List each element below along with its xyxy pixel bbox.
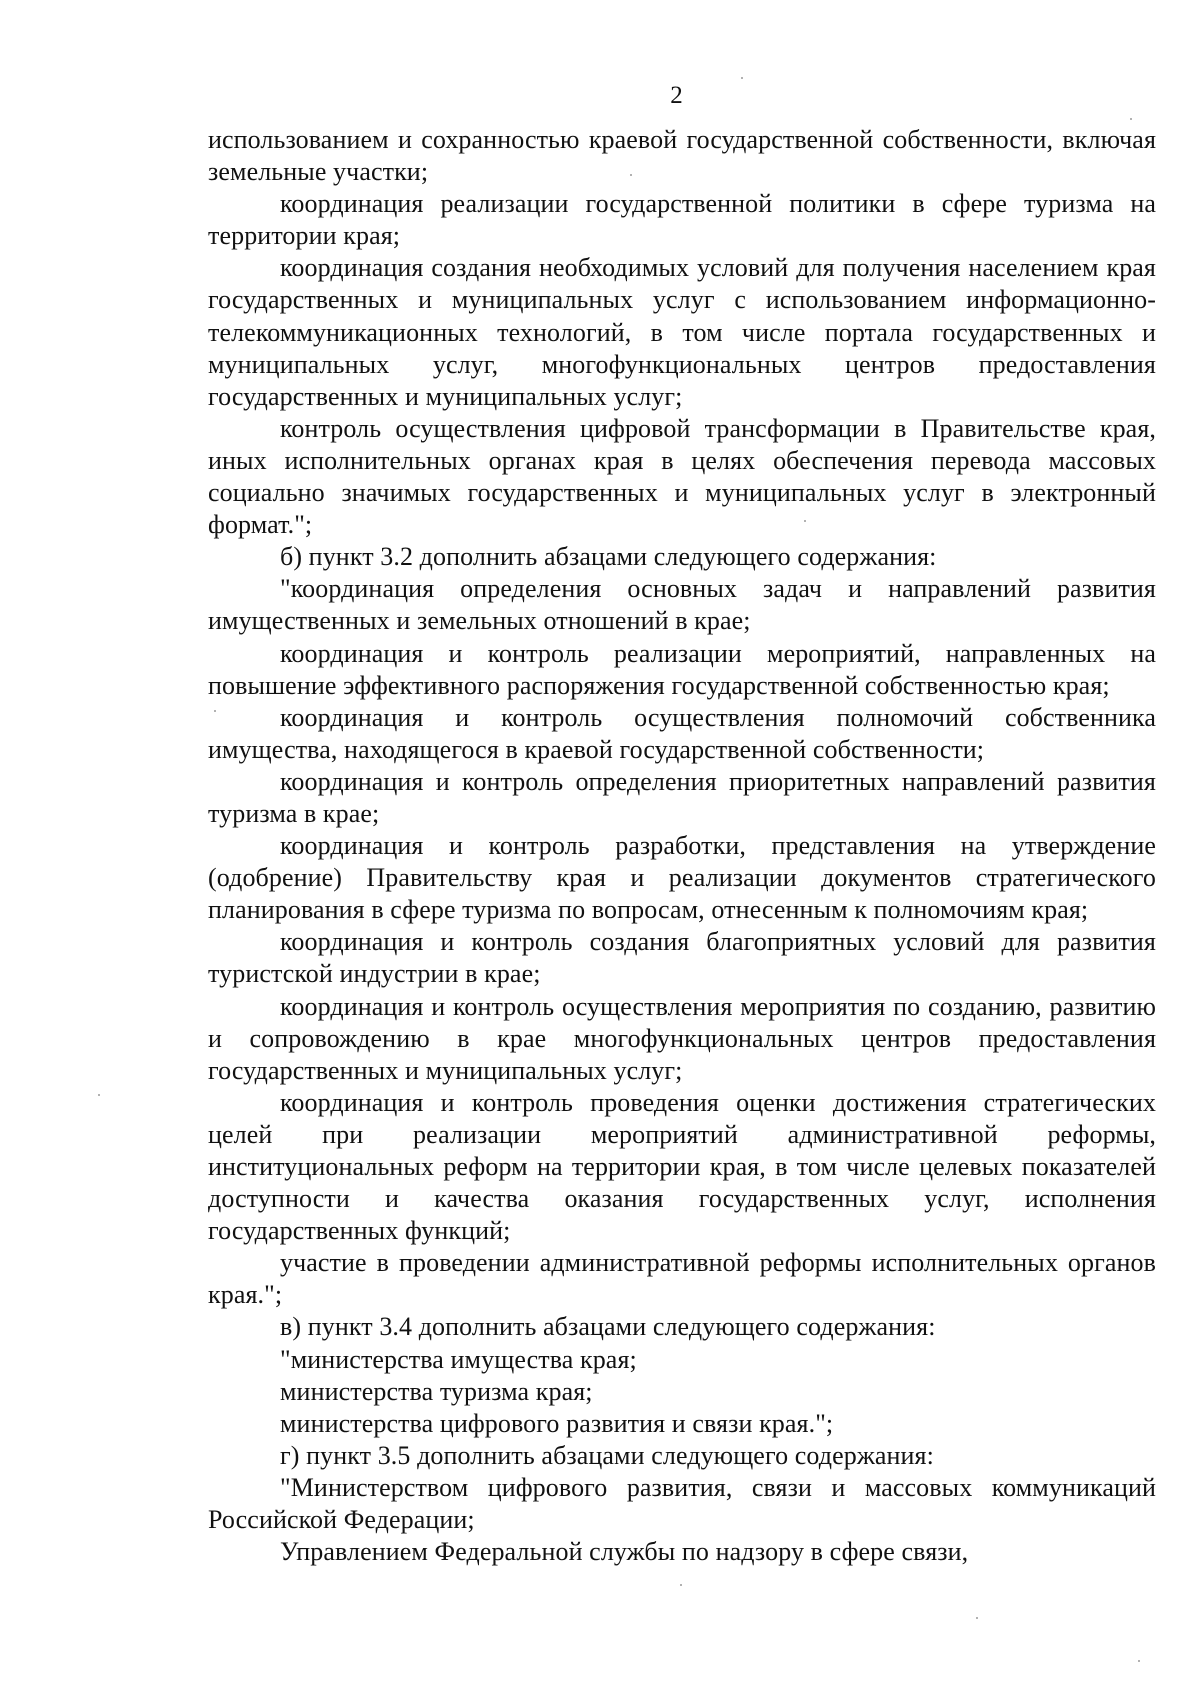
scan-speck — [976, 1617, 978, 1619]
scan-speck — [98, 1094, 100, 1096]
paragraph: участие в проведении административной реформы исполнительных органов края."; — [208, 1248, 1156, 1310]
scan-speck — [680, 1584, 682, 1586]
scan-speck — [214, 710, 216, 712]
paragraph: Управлением Федеральной службы по надзору в сфере связи, — [280, 1537, 969, 1567]
page-number: 2 — [670, 82, 683, 109]
paragraph: использованием и сохранностью краевой государственной собственности, включая земельные участки; — [208, 125, 1156, 187]
paragraph: контроль осуществления цифровой трансформации в Правительстве края, иных исполнительных органах края в целях обеспечения перевода массовых социально значимых государственных и муниципальных услуг в электронный формат."; — [208, 413, 1156, 540]
paragraph: "министерства имущества края; — [280, 1344, 637, 1374]
paragraph: координация создания необходимых условий для получения населением края государственных и муниципальных услуг с использованием информационно-телекоммуникационных технологий, в том числе портала государственных и муниципальных услуг, многофункциональных центров предоставления государственных и муниципальных услуг; — [208, 253, 1156, 411]
paragraph: координация и контроль создания благоприятных условий для развития туристской индустрии в крае; — [208, 927, 1156, 989]
paragraph: "Министерством цифрового развития, связи и массовых коммуникаций Российской Федерации; — [208, 1472, 1156, 1535]
paragraph: координация и контроль осуществления мероприятия по созданию, развитию и сопровождению в крае многофункциональных центров предоставления государственных и муниципальных услуг; — [208, 991, 1156, 1085]
paragraph: "координация определения основных задач и направлений развития имущественных и земельных отношений в крае; — [208, 574, 1156, 636]
paragraph: б) пункт 3.2 дополнить абзацами следующего содержания: — [280, 542, 937, 572]
paragraph: координация и контроль осуществления полномочий собственника имущества, находящегося в краевой государственной собственности; — [208, 702, 1156, 764]
paragraph: в) пункт 3.4 дополнить абзацами следующего содержания: — [280, 1312, 936, 1342]
paragraph: министерства цифрового развития и связи края."; — [280, 1408, 834, 1438]
paragraph: координация и контроль реализации мероприятий, направленных на повышение эффективного распоряжения государственной собственностью края; — [208, 638, 1156, 700]
paragraph: координация и контроль определения приоритетных направлений развития туризма в крае; — [208, 766, 1156, 828]
paragraph: министерства туризма края; — [280, 1376, 593, 1406]
paragraph: г) пункт 3.5 дополнить абзацами следующего содержания: — [280, 1440, 934, 1470]
scan-speck — [804, 520, 806, 522]
paragraph: координация и контроль разработки, представления на утверждение (одобрение) Правительству края и реализации документов стратегического планирования в сфере туризма по вопросам, отнесенным к полномочиям края; — [208, 831, 1156, 925]
paragraph: координация реализации государственной политики в сфере туризма на территории края; — [208, 189, 1156, 251]
document-body — [208, 124, 1156, 1568]
paragraph: координация и контроль проведения оценки достижения стратегических целей при реализации мероприятий административной реформы, институциональных реформ на территории края, в том числе целевых показателей доступности и качества оказания государственных услуг, исполнения государственных функций; — [208, 1087, 1156, 1246]
scan-speck — [1138, 1660, 1140, 1662]
scan-speck — [1130, 118, 1132, 120]
scan-speck — [741, 77, 743, 79]
scan-speck — [630, 174, 632, 176]
